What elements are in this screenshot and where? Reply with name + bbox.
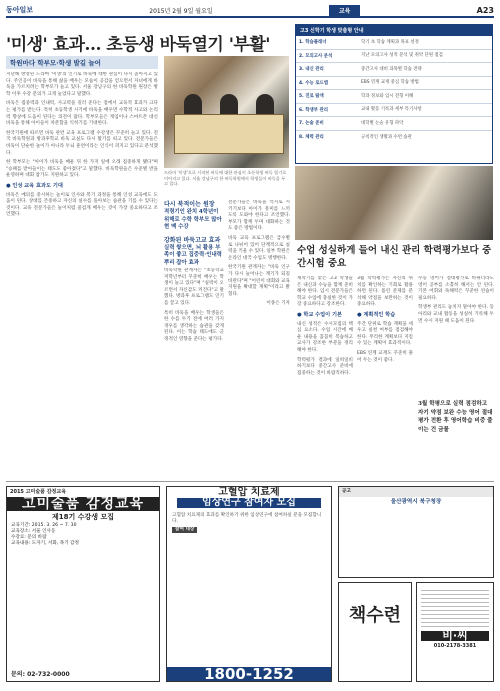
info-row: 3. 내신 관리 중간고사 대비 과목별 학습 전략 xyxy=(296,63,492,77)
middle-col-highlight xyxy=(164,200,224,267)
right-body-col-1: 새학기를 맞은 고3 학생들은 내신과 수능을 함께 준비해야 한다. 입시 전문가들은 학교 수업에 충실한 것이 가장 중요하다고 강조한다. ● 학교 수업이 기본 내신 성적은 수시모집의 핵심 요소다. 수업 시간에 배운 내용을 꼼꼼히 복습하고 교사가 강조한 부분을 정리해야 한다. 학력평가 결과에 일희일비하기보다 중간고사 준비에 집중하는 것이 바람직하다. xyxy=(297,276,353,376)
ad2-body: 고혈압 치료제의 효과를 확인하기 위한 임상연구에 참여하실 분을 모집합니다. 참여 대상 xyxy=(172,513,322,532)
ad3-issuer: 울산광역시 북구청장 xyxy=(390,499,442,505)
middle-title-2: 실력 쌓으면, 뇌 활용 부족이 좋고 집중력·인내력 뿌리 잡아 효과 xyxy=(164,244,222,266)
newspaper-brand: 동아일보 xyxy=(6,6,34,14)
ad5-grid xyxy=(421,587,489,627)
ad1-details: 교육기간: 2015. 3. 26 ~ 7. 30 교육장소: 서울 인사동 수강료: 문의 바람 교육내용: 도자기, 서화, 목기 감정 xyxy=(11,523,79,546)
article-body-col-1: 지난해 방영된 드라마 '미생'의 인기로 바둑에 대한 관심이 다시 높아지고 있다. 주인공이 바둑을 통해 삶을 배우는 모습이 공감을 얻으면서 자녀에게 바둑을 가르치려는 학부모가 늘고 있다. 서울 강남구의 한 바둑학원 원장은 방학 이후 수강 문의가 크게 늘었다고 말했다. 바둑은 집중력과 인내력, 사고력을 길러 준다는 점에서 교육적 효과가 크다는 평가를 받는다. 특히 초등학생 시기에 바둑을 배우면 수학적 사고와 논리력 향상에 도움이 된다는 의견이 많다. 학부모들은 게임이나 스마트폰 대신 바둑을 통해 아이들이 차분함을 익히기를 기대한다. 한국기원에 따르면 바둑 관련 교육 프로그램 수강생은 꾸준히 늘고 있다. 전국 바둑학원과 방과후학교 바둑 교실도 다시 활기를 띠고 있다. 전문가들은 바둑이 단순한 놀이가 아니라 두뇌 훈련이라는 인식이 퍼지고 있다고 분석했다. 한 학부모는 "아이가 바둑을 배운 뒤 한 가지 일에 오래 집중하게 됐다"며 "승패를 받아들이는 태도도 좋아졌다"고 말했다. 바둑학원들은 수준별 반을 운영하며 대회 참가도 지원하고 있다. ● 인성 교육 효과도 기대 바둑은 예의를 중시하는 놀이로 인사와 복기 과정을 통해 인성 교육에도 도움이 된다. 상대를 존중하고 자신의 실수를 돌아보는 습관을 기를 수 있다는 것이다. 교육 전문가들은 놀이처럼 즐겁게 배우는 것이 가장 중요하다고 조언했다. xyxy=(6,72,158,218)
info-row: 4. 수능 로드맵 EBS 연계 교재 중심 학습 방법 xyxy=(296,77,492,91)
right-body-col-3: 수능 영어가 절대평가로 바뀌더라도 영어 공부를 소홀히 해서는 안 된다. 기본 어휘와 독해력은 꾸준한 연습이 필요하다. 학생부 관리도 놓치지 말아야 한다. 동아리와 교내 활동을 성실히 기록해 두면 수시 지원 때 도움이 된다. xyxy=(418,276,494,324)
ad1-phone: 문의: 02-732-0000 xyxy=(11,671,70,678)
article-headline: '미생' 효과… 초등생 바둑열기 '부활' xyxy=(6,35,270,55)
ad-bc xyxy=(416,582,494,682)
ad2-tag: 참여 대상 xyxy=(172,527,197,533)
right-article-photo xyxy=(295,166,493,240)
info-row: 8. 체력 관리 규칙적인 생활과 수면 습관 xyxy=(299,134,412,141)
ad-divider xyxy=(6,481,494,482)
info-row: 5. 진로 탐색 학과 정보와 입시 전형 이해 xyxy=(296,90,492,104)
ad2-subtitle: 임상연구 참여자 모집 xyxy=(177,498,321,508)
info-row: 2. 모의고사 분석 지난 모의고사 성적 분석 및 취약 단원 점검 xyxy=(296,50,492,64)
info-row: 7. 논술 준비 대학별 논술 유형 파악 xyxy=(296,117,492,131)
middle-kicker-2: 강화된 바둑고교 효과 xyxy=(164,236,221,244)
ad-clinical-trial xyxy=(166,486,332,682)
ad1-big-title: 고미술품 감정교육 xyxy=(7,497,159,511)
photo-baduk-board xyxy=(174,114,284,154)
article-subhead: 학원마다 학부모·학생 발길 늘어 xyxy=(6,56,158,69)
article-photo xyxy=(164,56,289,168)
ad2-title: 고혈압 치료제 xyxy=(218,487,280,498)
middle-title: 적령기인 완치 4학년이 위해로 수학 학부모 많아 현 맥 수강 xyxy=(164,209,222,230)
article-byline: 이종은 기자 xyxy=(266,301,290,307)
info-box xyxy=(295,24,493,164)
ad1-recruit: 제18기 수강생 모집 xyxy=(52,513,114,521)
ad-book xyxy=(338,582,412,682)
ad1-top: 2015 고미술품 감정교육 xyxy=(10,489,67,495)
right-body-col-2: 3월 학력평가는 자신의 위치를 확인하는 기회로 활용하면 된다. 틀린 문제를 분석해 약점을 보완하는 것이 중요하다. ● 계획적인 학습 주간 단위로 학습 계획을 세우고 실천 여부를 점검해야 한다. 무리한 계획보다 지킬 수 있는 계획이 효과적이다. EBS 연계 교재도 꾸준히 풀어 두는 것이 좋다. xyxy=(357,276,413,363)
ad3-title: 공고 xyxy=(339,487,493,497)
info-row: 6. 학생부 관리 교내 활동 기록과 세부 특기사항 xyxy=(296,104,492,118)
issue-date: 2015년 2월 9일 월요일 xyxy=(149,7,213,15)
right-article-headline: 수업 성실하게 들어 내신 관리 학력평가보다 중간시험 중요 xyxy=(297,245,492,269)
ad2-phone: 1800-1252 xyxy=(167,667,331,681)
photo-caption: 드라마 '미생'으로 시작된 바둑에 대한 관심이 초등학생 바둑 열기로 이어지고 있다. 서울 강남구의 한 바둑학원에서 학생들이 바둑을 두고 있다. xyxy=(164,170,287,187)
article-body-col-3: 전문가들은 바둑을 억지로 시키기보다 아이가 흥미를 느끼도록 도와야 한다고 조언했다. 부모가 함께 두며 대화하는 것도 좋은 방법이다. 바둑 교육 프로그램은 급수별로 나뉘어 있어 단계적으로 실력을 키울 수 있다. 일부 학원은 온라인 대국 수업도 병행한다. 한국기원 관계자는 "바둑 인구가 다시 늘어나는 계기가 되길 바란다"며 "어린이 대회와 교육 지원을 확대할 계획"이라고 밝혔다. 이종은 기자 xyxy=(228,200,290,307)
masthead xyxy=(6,4,494,18)
ad4-title: 책수련 xyxy=(348,605,402,626)
article-body-col-2: 바둑학원 관계자는 "초등학교 저학년부터 꾸준히 배우는 학생이 늘고 있다"며 "실력이 오르면서 자신감도 커진다"고 말했다. 방과후 프로그램도 인기를 끌고 있다. 특히 바둑을 배우는 학생들은 한 수를 두기 전에 여러 가지 경우를 생각하는 습관을 갖게 된다. 이는 학습 태도에도 긍정적인 영향을 준다는 평가다. xyxy=(164,268,224,342)
ad-antique-appraisal xyxy=(6,486,160,682)
info-row: 1. 학습플래너 학기 초 학습 계획과 목표 설정 xyxy=(296,36,492,50)
middle-kicker: 다시 북적이는 원장 xyxy=(164,201,215,208)
info-box-title: 고3 신학기 학생 맞춤형 안내 xyxy=(296,25,492,36)
ad-public-notice xyxy=(338,486,494,578)
ad5-brand: 비·씨 xyxy=(421,631,489,641)
page-number: A23 xyxy=(476,5,494,15)
section-label: 교육 xyxy=(329,5,361,16)
ad5-phone: 010-2178-3381 xyxy=(433,643,477,649)
right-side-heads: 3월 학평으로 실력 점검하고 자기 약점 보완 수능 영어 절대평가 전환 후 영어학습 비중 줄이는 건 금물 xyxy=(418,401,493,433)
